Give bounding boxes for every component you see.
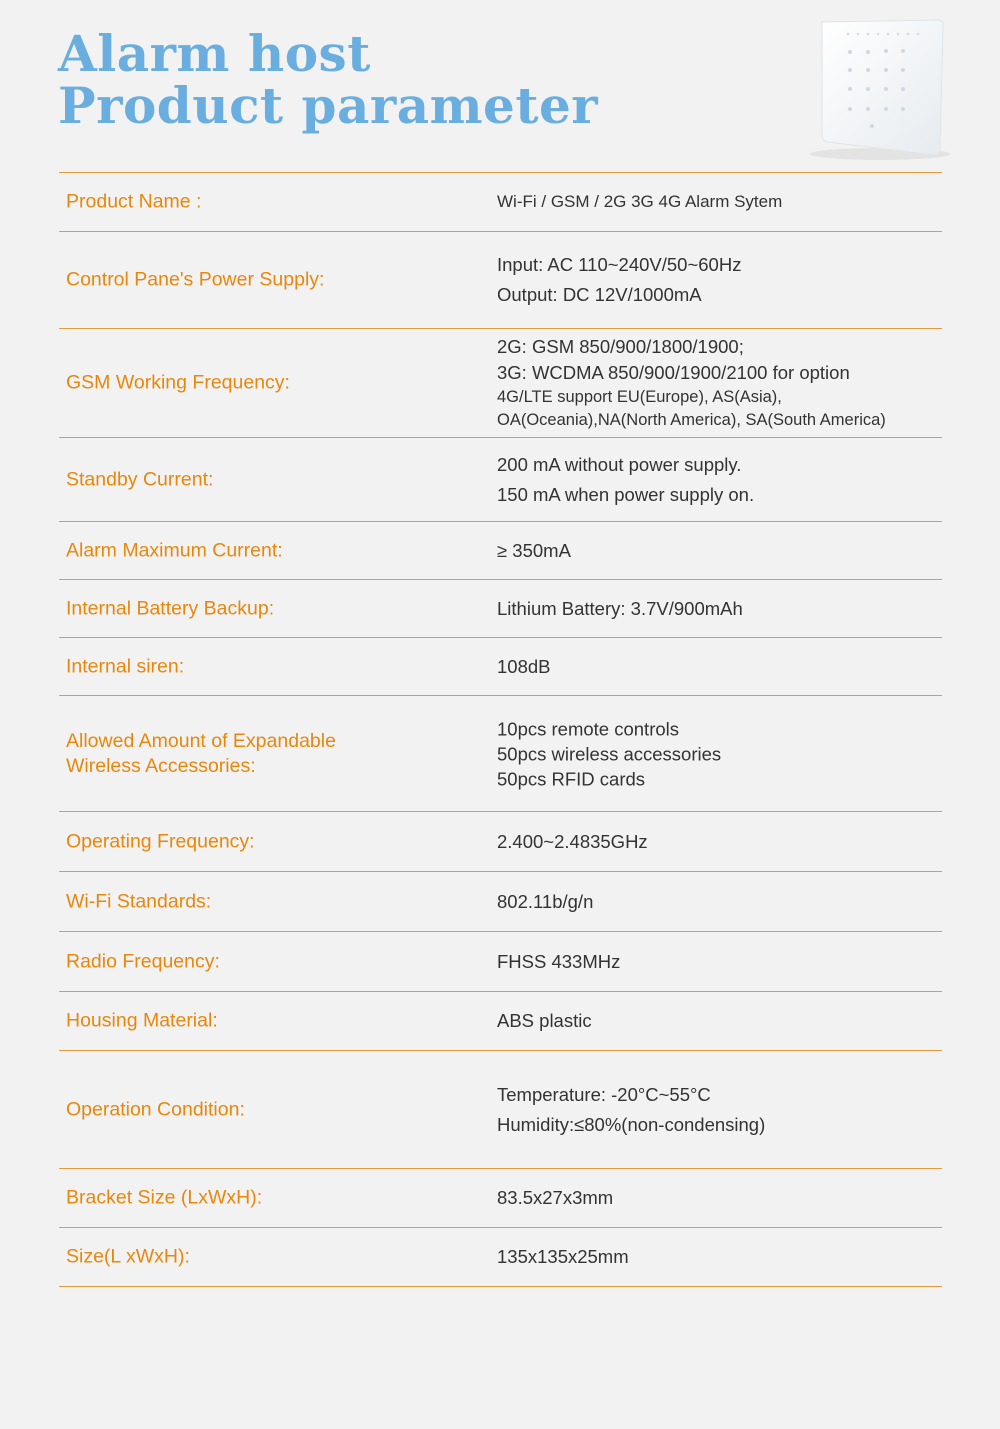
param-label: Operation Condition:	[66, 1098, 245, 1120]
param-value	[497, 654, 942, 680]
param-value-line: 4G/LTE support EU(Europe), AS(Asia),	[497, 388, 782, 406]
param-value-line: 108dB	[497, 655, 551, 677]
param-value	[497, 1008, 942, 1034]
param-value-line: 2.400~2.4835GHz	[497, 830, 648, 852]
param-value-line: Output: DC 12V/1000mA	[497, 284, 702, 305]
param-label: Standby Current:	[66, 468, 214, 490]
param-label: Radio Frequency:	[66, 950, 220, 972]
param-label: Alarm Maximum Current:	[66, 539, 283, 561]
param-value-line: 50pcs RFID cards	[497, 768, 646, 789]
param-value-line: 200 mA without power supply.	[497, 453, 742, 475]
param-row-radio-frequency	[59, 931, 942, 991]
param-value	[497, 949, 942, 975]
param-value	[497, 1185, 942, 1211]
title-line-1: Alarm host	[58, 24, 371, 83]
param-label: Housing Material:	[66, 1009, 218, 1032]
param-row-housing-material	[59, 991, 942, 1050]
param-value-line: 3G: WCDMA 850/900/1900/2100 for option	[497, 362, 850, 383]
param-row-expandable-accessories	[59, 695, 942, 811]
param-label-line: Wireless Accessories:	[66, 754, 256, 777]
param-value-line: 135x135x25mm	[497, 1246, 629, 1267]
param-value	[497, 716, 942, 791]
param-value-line: ABS plastic	[497, 1010, 592, 1031]
param-value	[497, 334, 942, 432]
param-label: GSM Working Frequency:	[66, 371, 290, 394]
param-label: Operating Frequency:	[66, 830, 255, 852]
param-row-operation-condition	[59, 1050, 942, 1168]
param-label: Bracket Size (LxWxH):	[66, 1186, 263, 1209]
param-value-line: Lithium Battery: 3.7V/900mAh	[497, 597, 743, 619]
param-value-line: Temperature: -20°C~55°C	[497, 1083, 711, 1105]
param-value	[497, 538, 942, 564]
param-value	[497, 596, 942, 622]
param-label-line: Allowed Amount of Expandable	[66, 729, 336, 752]
param-label: Control Pane's Power Supply:	[66, 268, 325, 291]
parameter-table	[59, 172, 942, 1287]
param-value	[497, 1080, 942, 1140]
param-row-operating-frequency	[59, 811, 942, 871]
param-row-gsm-frequency	[59, 328, 942, 437]
param-label: Product Name :	[66, 190, 202, 213]
param-label: Internal Battery Backup:	[66, 597, 275, 619]
param-value-line: FHSS 433MHz	[497, 950, 621, 972]
page-title	[58, 24, 599, 135]
param-row-wifi-standards	[59, 871, 942, 931]
param-value	[497, 889, 942, 915]
param-value-line: 802.11b/g/n	[497, 890, 594, 912]
param-value	[497, 250, 942, 310]
param-value-line: 10pcs remote controls	[497, 718, 680, 739]
title-line-2: Product parameter	[58, 76, 599, 135]
param-value-line: Input: AC 110~240V/50~60Hz	[497, 254, 742, 275]
param-row-product-name	[59, 172, 942, 231]
param-value-line: OA(Oceania),NA(North America), SA(South America)	[497, 411, 886, 429]
param-value	[497, 189, 942, 215]
param-value-line: 150 mA when power supply on.	[497, 483, 755, 505]
param-row-power-supply	[59, 231, 942, 328]
param-value-line: Humidity:≤80%(non-condensing)	[497, 1113, 766, 1135]
param-row-size	[59, 1227, 942, 1287]
keypad-panel-icon	[800, 14, 950, 164]
param-row-battery-backup	[59, 579, 942, 637]
param-value-line: 2G: GSM 850/900/1800/1900;	[497, 336, 744, 357]
param-label: Internal siren:	[66, 655, 185, 677]
param-label	[66, 729, 446, 779]
param-value-line: 50pcs wireless accessories	[497, 743, 722, 764]
param-label: Wi-Fi Standards:	[66, 890, 212, 912]
param-value	[497, 1244, 942, 1270]
param-row-standby-current	[59, 437, 942, 521]
param-value	[497, 450, 942, 510]
param-row-bracket-size	[59, 1168, 942, 1227]
param-value	[497, 829, 942, 855]
param-value-line: ≥ 350mA	[497, 539, 571, 561]
param-row-internal-siren	[59, 637, 942, 695]
param-row-alarm-max-current	[59, 521, 942, 579]
param-label: Size(L xWxH):	[66, 1245, 190, 1268]
param-value-line: 83.5x27x3mm	[497, 1187, 614, 1208]
param-value-line: Wi-Fi / GSM / 2G 3G 4G Alarm Sytem	[497, 192, 783, 211]
